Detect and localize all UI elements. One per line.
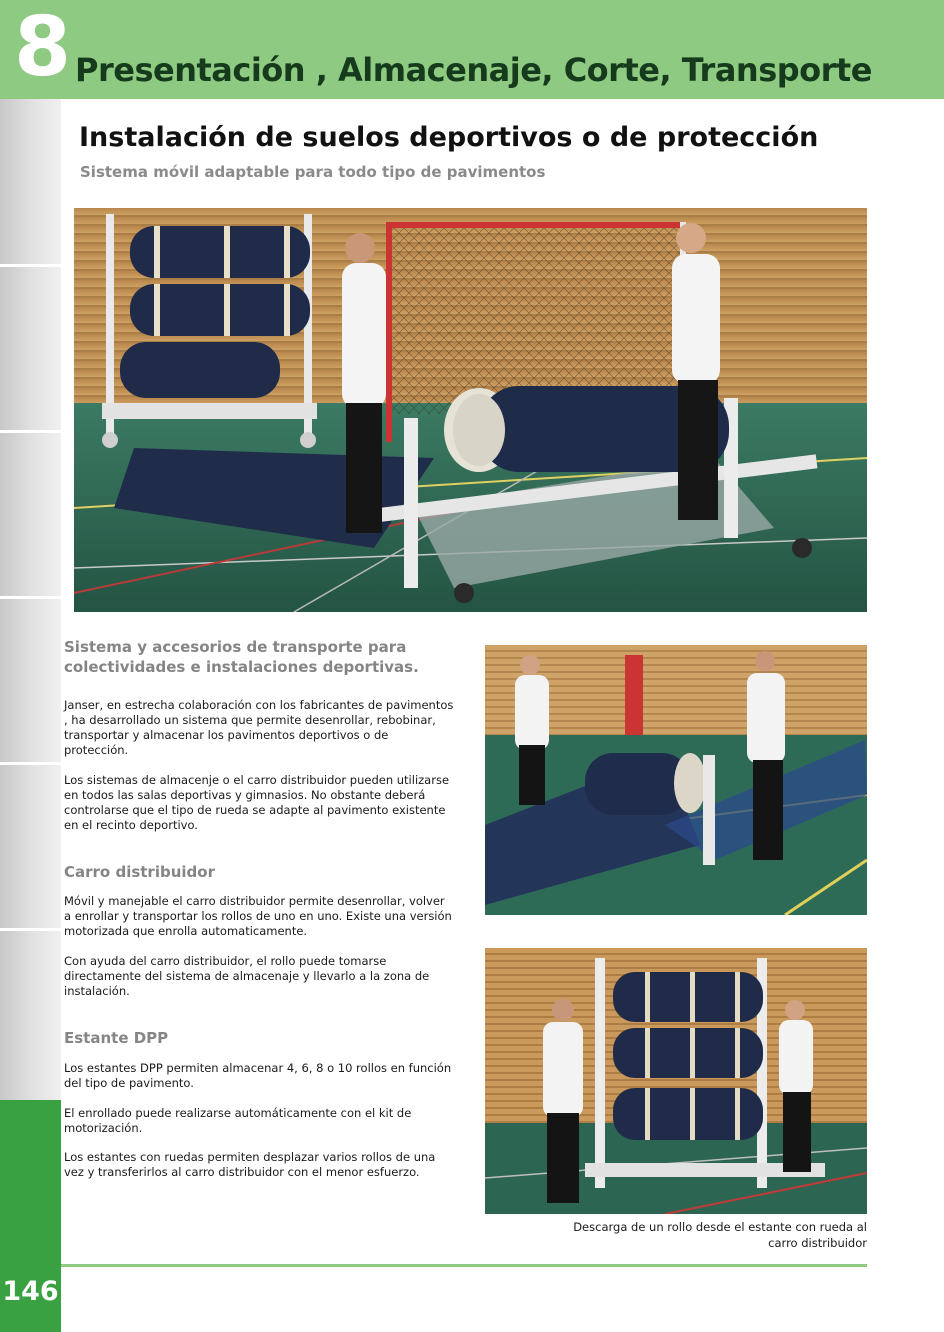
section-heading-carro-distribuidor: Carro distribuidor [64, 863, 215, 881]
tab-divider [0, 928, 61, 931]
intro-paragraph: Los sistemas de almacenje o el carro distribuidor pueden utilizarse en todos las salas deportivas y gimnasios. No obstante deberá controlarse que el tipo de rueda se adapte al pavimento existente en el recinto deportivo. [64, 773, 450, 832]
side-tab-strip [0, 99, 61, 1100]
main-photo-floor-installation [74, 208, 867, 612]
section-heading-estante-dpp: Estante DPP [64, 1029, 169, 1047]
chapter-number: 8 [14, 0, 70, 95]
section-paragraph: Con ayuda del carro distribuidor, el rollo puede tomarse directamente del sistema de almacenaje y llevarlo a la zona de instalación. [64, 954, 430, 998]
gym-scene-illustration [74, 208, 867, 612]
section-paragraph: Los estantes con ruedas permiten desplazar varios rollos de una vez y transferirlos al carro distribuidor con el menor esfuerzo. [64, 1150, 436, 1179]
page-subtitle: Sistema móvil adaptable para todo tipo de pavimentos [80, 163, 546, 181]
figure-caption: Descarga de un rollo desde el estante con rueda al carro distribuidor [573, 1220, 867, 1250]
unrolling-scene-illustration [485, 645, 867, 915]
tab-divider [0, 762, 61, 765]
tab-divider [0, 430, 61, 433]
page-number: 146 [2, 1276, 59, 1307]
tab-divider [0, 596, 61, 599]
section-paragraph: Los estantes DPP permiten almacenar 4, 6, 8 o 10 rollos en función del tipo de pavimento. [64, 1061, 452, 1090]
chapter-title: Presentación , Almacenaje, Corte, Transporte [75, 51, 872, 89]
intro-paragraph: Janser, en estrecha colaboración con los fabricantes de pavimentos , ha desarrollado un sistema que permite desenrollar, rebobinar, transportar y almacenar los pavimentos deportivos o de protección. [64, 698, 454, 757]
section-paragraph: El enrollado puede realizarse automáticamente con el kit de motorización. [64, 1106, 412, 1135]
photo-unrolling-carpet [485, 645, 867, 915]
intro-heading: Sistema y accesorios de transporte para colectividades e instalaciones deportivas. [64, 638, 419, 676]
rack-scene-illustration [485, 948, 867, 1214]
footer-rule [61, 1264, 867, 1267]
tab-divider [0, 264, 61, 267]
photo-rack-unloading [485, 948, 867, 1214]
section-paragraph: Móvil y manejable el carro distribuidor permite desenrollar, volver a enrollar y transportar los rollos de uno en uno. Existe una versión motorizada que enrolla automaticamente. [64, 894, 452, 938]
page-title: Instalación de suelos deportivos o de protección [79, 122, 819, 153]
